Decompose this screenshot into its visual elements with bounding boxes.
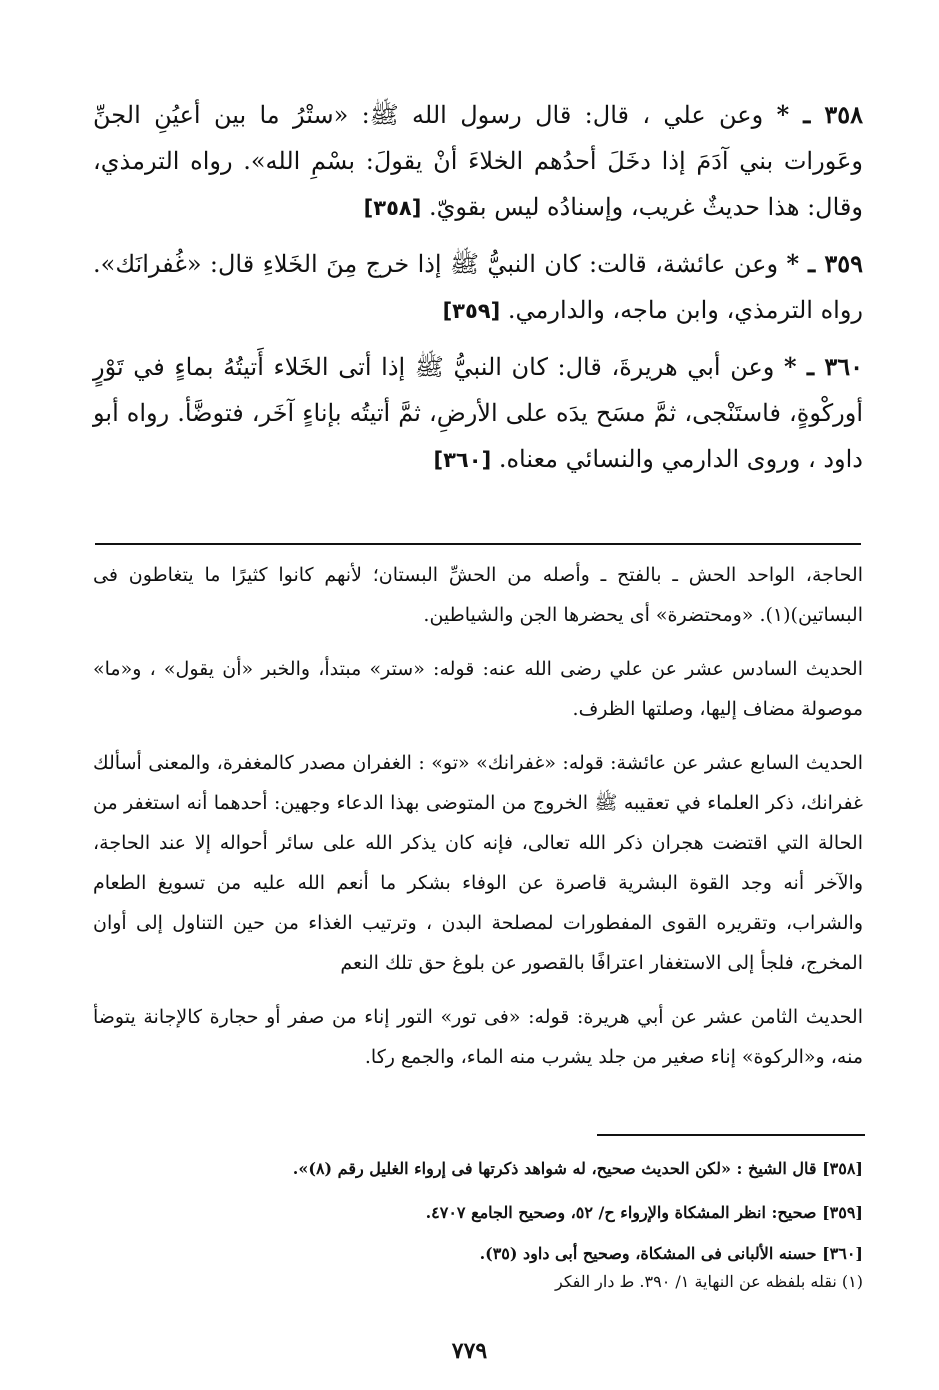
hadith-number: ٣٦٠ ـ * xyxy=(784,352,864,381)
commentary-paragraph: الحديث السادس عشر عن علي رضى الله عنه: قوله: «ستر» مبتدأ، والخبر «أن يقول» ، و«ما» موصولة مضاف إليها، وصلتها الظرف. xyxy=(93,658,863,720)
hadith-359 xyxy=(93,241,863,334)
hadith-360 xyxy=(93,344,863,483)
footnote-divider xyxy=(597,1134,865,1136)
hadith-reference: [٣٥٩] xyxy=(442,299,501,323)
hadith-number: ٣٥٩ ـ * xyxy=(786,249,863,278)
hadith-text: وعن علي ، قال: قال رسول الله ﷺ: «ستْرُ ما بين أعيُنِ الجنِّ وعَورات بني آدَمَ إذا دخَلَ أحدُهم الخلاءَ أنْ يقولَ: بسْمِ الله». رواه الترمذي، وقال: هذا حديثٌ غريب، وإسنادُه ليس بقويّ. xyxy=(93,101,863,221)
footnote-360: [٣٦٠] حسنه الألبانى فى المشكاة، وصحيح أبى داود (٣٥). xyxy=(479,1244,863,1263)
footnotes-section xyxy=(93,1152,863,1296)
hadith-number: ٣٥٨ ـ * xyxy=(776,100,864,129)
hadith-section xyxy=(93,92,863,493)
hadith-text: وعن عائشة، قالت: كان النبيُّ ﷺ إذا خرج مِنَ الخَلاءِ قال: «غُفرانَك». رواه الترمذي، وابن ماجه، والدارمي. xyxy=(93,250,863,324)
page-number: ٧٧٩ xyxy=(451,1338,488,1364)
section-divider xyxy=(95,543,861,545)
commentary-paragraph: الحديث السابع عشر عن عائشة: قوله: «غفرانك» «تو» : الغفران مصدر كالمغفرة، والمعنى أسألك غفرانك، ذكر العلماء في تعقيبه ﷺ الخروج من المتوضى بهذا الدعاء وجهين: أحدهما أنه استغفر من الحالة التي اقتضت هجران ذكر الله تعالى، فإنه كان يذكر الله على سائر أحواله إلا عند الحاجة، والآخر أنه وجد القوة البشرية قاصرة عن الوفاء بشكر ما أنعم الله عليه من تسويغ الطعام والشراب، وتقريره القوى المفطورات لمصلحة البدن ، وترتيب الغذاء من حين التناول إلى أوان المخرج، فلجأ إلى الاستغفار اعترافًا بالقصور عن بلوغ حق تلك النعم xyxy=(93,752,864,974)
footnote-359: [٣٥٩] صحيح: انظر المشكاة والإرواء ح/ ٥٢، وصحيح الجامع ٤٧٠٧. xyxy=(425,1203,863,1222)
footnote-note-1: (١) نقله بلفظه عن النهاية ١/ ٣٩٠. ط دار الفكر xyxy=(554,1272,863,1291)
hadith-reference: [٣٥٨] xyxy=(363,196,422,220)
commentary-section xyxy=(93,555,863,1091)
commentary-paragraph: الحاجة، الواحد الحش ـ بالفتح ـ وأصله من الحشِّ البستان؛ لأنهم كانوا كثيرًا ما يتغاطون فى البساتين)(١). «ومحتضرة» أى يحضرها الجن والشياطين. xyxy=(93,564,863,626)
hadith-358 xyxy=(93,92,863,231)
footnote-358: [٣٥٨] قال الشيخ : «لكن الحديث صحيح، له شواهد ذكرتها فى إرواء الغليل رقم (٨)». xyxy=(292,1159,863,1178)
commentary-paragraph: الحديث الثامن عشر عن أبي هريرة: قوله: «فى تور» التور إناء من صفر أو حجارة كالإجانة يتوضأ منه، و«الركوة» إناء صغير من جلد يشرب منه الماء، والجمع ركا. xyxy=(93,1006,863,1068)
hadith-reference: [٣٦٠] xyxy=(433,448,492,472)
hadith-text: وعن أبي هريرةَ، قال: كان النبيُّ ﷺ إذا أتى الخَلاء أَتيتُهُ بماءٍ في تَوْرٍ أوركْوةٍ، فاستَنْجى، ثمَّ مسَح يدَه على الأرضِ، ثمَّ أتيتُه بإناءٍ آخَر، فتوضَّأ. رواه أبو داود ، وروى الدارمي والنسائي معناه. xyxy=(93,353,863,473)
